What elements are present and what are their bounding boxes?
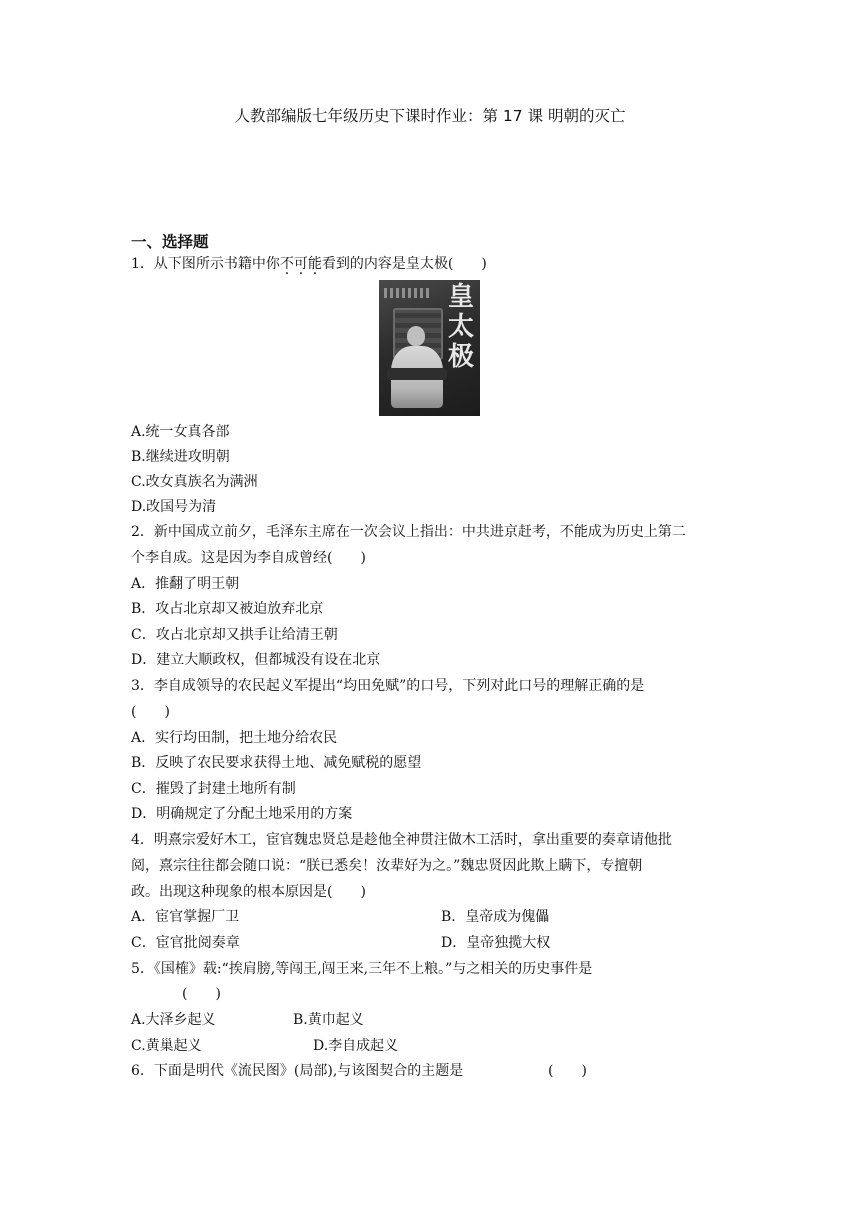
q4-option-a: A．宦官掌握厂卫 — [131, 909, 240, 925]
question-3-stem-line-2: ( ) — [131, 704, 170, 720]
q1-option-d: D.改国号为清 — [131, 499, 217, 515]
q2-option-c: C．攻占北京却又拱手让给清王朝 — [131, 627, 338, 643]
question-4-stem-line-3: 政。出现这种现象的根本原因是( ) — [131, 884, 366, 900]
q5-option-b: B.黄巾起义 — [293, 1012, 364, 1028]
page-title: 人教部编版七年级历史下课时作业：第 17 课 明朝的灭亡 — [234, 107, 626, 125]
q4-option-d: D．皇帝独揽大权 — [441, 935, 551, 951]
book-manchu-script-strip — [384, 288, 430, 298]
q2-option-b: B．攻占北京却又被迫放弃北京 — [131, 601, 324, 617]
q3-option-b: B．反映了农民要求获得土地、减免赋税的愿望 — [131, 755, 422, 771]
question-5-stem-line-1: 5．《国榷》载:“挨肩膀,等闯王,闯王来,三年不上粮。”与之相关的历史事件是 — [131, 961, 593, 977]
q2-option-d: D．建立大顺政权，但都城没有设在北京 — [131, 652, 381, 668]
q1-option-a: A.统一女真各部 — [131, 424, 230, 440]
question-6-stem: 6．下面是明代《流民图》(局部),与该图契合的主题是 — [131, 1063, 464, 1079]
q5-option-d: D.李自成起义 — [313, 1038, 399, 1054]
book-emperor-head — [407, 326, 425, 346]
q1-stem-before: 1．从下图所示书籍中你 — [131, 256, 280, 272]
q1-emphasis-char-1: 不 — [279, 256, 294, 272]
question-4-stem-line-2: 阅，熹宗往往都会随口说：“朕已悉矣！汝辈好为之。”魏忠贤因此欺上瞒下，专擅朝 — [131, 858, 643, 874]
q3-option-c: C．摧毁了封建土地所有制 — [131, 781, 296, 797]
q3-option-a: A．实行均田制，把土地分给农民 — [131, 730, 338, 746]
question-2-stem-line-1: 2．新中国成立前夕，毛泽东主席在一次会议上指出：中共进京赶考，不能成为历史上第二 — [131, 524, 686, 540]
q5-option-c: C.黄巢起义 — [131, 1038, 202, 1054]
question-2-stem-line-2: 个李自成。这是因为李自成曾经( ) — [131, 550, 366, 566]
q3-option-d: D．明确规定了分配土地采用的方案 — [131, 806, 353, 822]
q4-option-b: B．皇帝成为傀儡 — [441, 909, 550, 925]
book-cover-title: 皇太极 — [447, 282, 474, 372]
q1-option-b: B.继续进攻明朝 — [131, 449, 230, 465]
q1-emphasis-char-3: 能 — [307, 256, 322, 272]
q1-emphasis-char-2: 可 — [293, 256, 308, 272]
question-4-stem-line-1: 4．明熹宗爱好木工，宦官魏忠贤总是趁他全神贯注做木工活时，拿出重要的奏章请他批 — [131, 832, 672, 848]
question-1-stem — [131, 255, 487, 273]
q2-option-a: A．推翻了明王朝 — [131, 576, 240, 592]
q1-option-c: C.改女真族名为满洲 — [131, 474, 258, 490]
question-6-answer-paren: ( ) — [548, 1063, 587, 1079]
question-5-stem-line-2: ( ) — [182, 986, 221, 1002]
book-emperor-sleeves — [387, 368, 447, 380]
question-3-stem-line-1: 3．李自成领导的农民起义军提出“均田免赋”的口号，下列对此口号的理解正确的是 — [131, 678, 645, 694]
section-heading: 一、选择题 — [131, 233, 209, 251]
q5-option-a: A.大泽乡起义 — [131, 1012, 216, 1028]
q1-stem-after: 看到的内容是皇太极( ) — [321, 256, 487, 272]
q4-option-c: C．宦官批阅奏章 — [131, 935, 240, 951]
book-cover-image — [379, 280, 480, 416]
